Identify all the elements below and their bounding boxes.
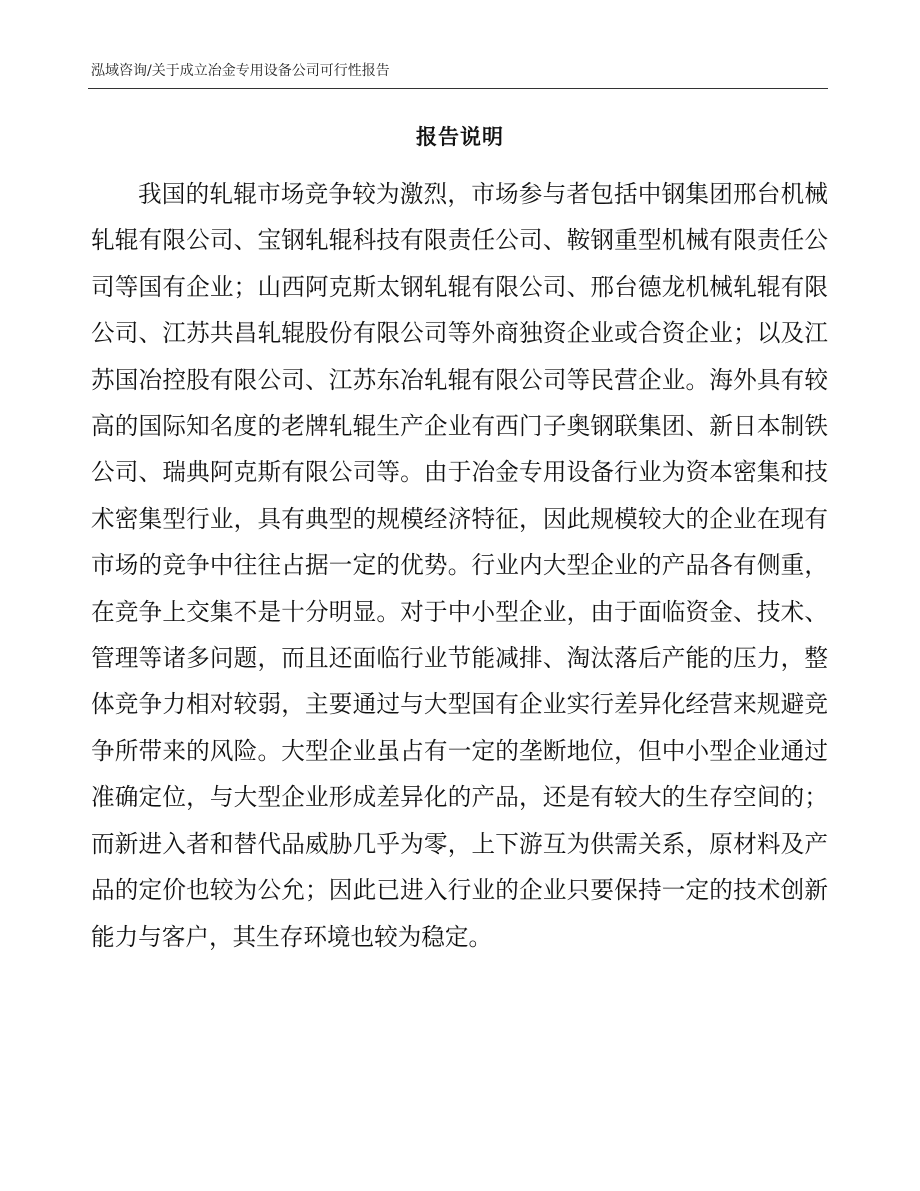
running-header: 泓域咨询/关于成立冶金专用设备公司可行性报告 — [91, 63, 390, 79]
header-divider — [88, 88, 828, 89]
body-paragraph: 我国的轧辊市场竞争较为激烈，市场参与者包括中钢集团邢台机械轧辊有限公司、宝钢轧辊科技有限责任公司、鞍钢重型机械有限责任公司等国有企业；山西阿克斯太钢轧辊有限公司、邢台德龙机械轧辊有限公司、江苏共昌轧辊股份有限公司等外商独资企业或合资企业；以及江苏国冶控股有限公司、江苏东冶轧辊有限公司等民营企业。海外具有较高的国际知名度的老牌轧辊生产企业有西门子奥钢联集团、新日本制铁公司、瑞典阿克斯有限公司等。由于冶金专用设备行业为资本密集和技术密集型行业，具有典型的规模经济特征，因此规模较大的企业在现有市场的竞争中往往占据一定的优势。行业内大型企业的产品各有侧重，在竞争上交集不是十分明显。对于中小型企业，由于面临资金、技术、管理等诸多问题，而且还面临行业节能减排、淘汰落后产能的压力，整体竞争力相对较弱，主要通过与大型国有企业实行差异化经营来规避竞争所带来的风险。大型企业虽占有一定的垄断地位，但中小型企业通过准确定位，与大型企业形成差异化的产品，还是有较大的生存空间的；而新进入者和替代品威胁几乎为零，上下游互为供需关系，原材料及产品的定价也较为公允；因此已进入行业的企业只要保持一定的技术创新能力与客户，其生存环境也较为稳定。 — [91, 180, 828, 951]
section-title: 报告说明 — [416, 125, 504, 149]
